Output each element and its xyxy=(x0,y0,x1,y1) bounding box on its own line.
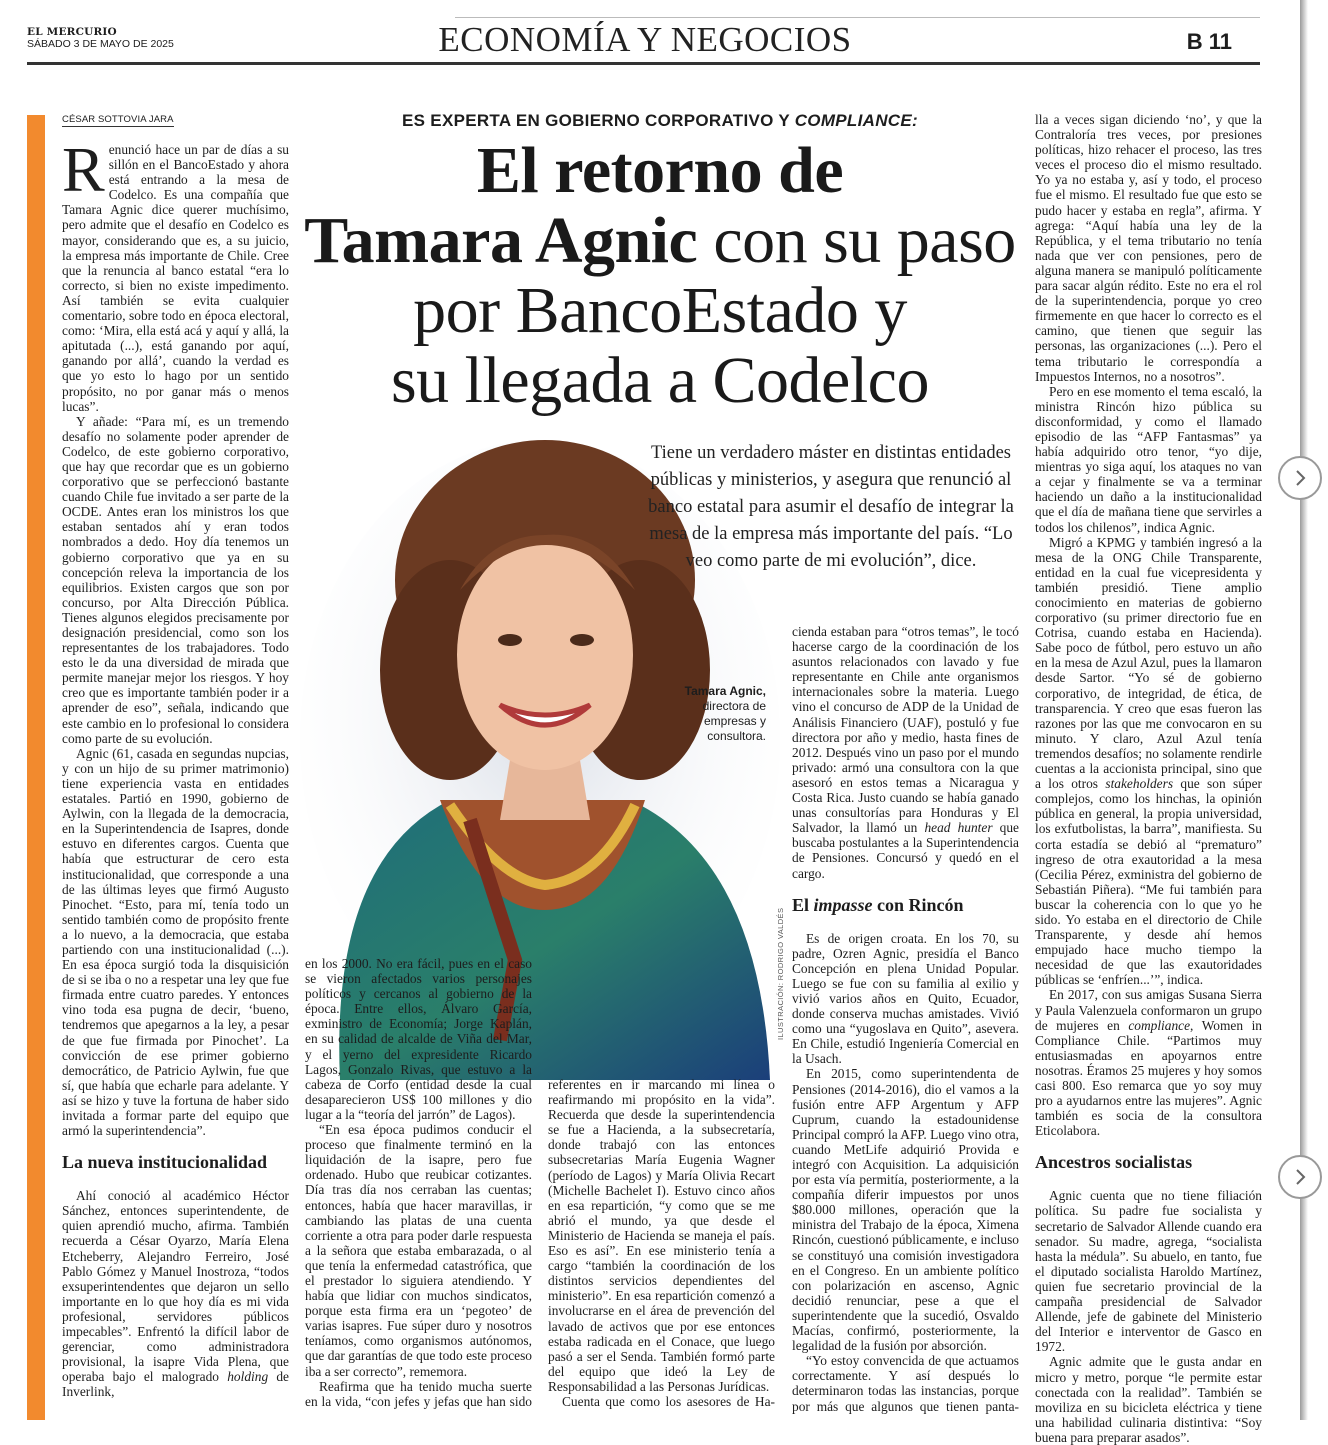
section-title: ECONOMÍA Y NEGOCIOS xyxy=(438,20,852,59)
column-5 xyxy=(1035,112,1262,1445)
italic-text: impasse xyxy=(813,894,873,915)
text: Reafirma que ha tenido mucha suerte en la vida, “con jefes y jefas que han sido xyxy=(305,1378,532,1409)
italic-text: stakeholders xyxy=(1105,776,1174,792)
paragraph xyxy=(548,1077,775,1394)
photo-caption xyxy=(655,684,766,744)
text: En 2015, como superintendenta de Pensiones (2014-2016), dio el vamos a la fusión entre AFP Argentum y AFP Cuprum, cuando la estadounidense Principal compró la AFP. Luego vino otra, cuando MetLife adquirió Provida e integró con Acquisition. La adquisición por esta vía permitía, posteriormente, a la compañía diferir impuestos por unos $80.000 millones, operación que la ministra del Trabajo de la época, Ximena Rincón, cuestionó públicamente, e incluso se constituyó una comisión investigadora en el Congreso. En un ambiente político con polarización en ascenso, Agnic decidió renunciar, pese a que el superintendente que la sucedió, Osvaldo Macías, confirmó, posteriormente, la legalidad de la fusión por absorción. xyxy=(792,1066,1019,1354)
kicker-text: ES EXPERTA EN GOBIERNO CORPORATIVO Y xyxy=(402,111,795,130)
deck: Tiene un verdadero máster en distintas entidades públicas y ministerios, y asegura que renunció al banco estatal para asumir el desafío de integrar la mesa de la empresa más importante del país. “Lo veo como parte de mi evolución”, dice. xyxy=(648,443,1014,571)
column-2 xyxy=(305,956,532,1412)
paragraph xyxy=(62,134,289,414)
column-1 xyxy=(62,134,289,1412)
text: lla a veces sigan diciendo ‘no’, y que la Contraloría tres veces, por presiones políticas, hizo rehacer el proceso, las tres veces el proceso dio el mismo resultado. Yo ya no estaba y, así y todo, el proceso fue el mismo. El resultado fue que esto se pudo hacer y estaba en regla”, afirma. Y agrega: “Aquí había una ley de la República, y el tema tributario no tenía nada que ver con pensiones, pero de alguna manera se manipuló políticamente para sacar algún rédito. Este no era el rol de la superintendencia, porque yo creo firmemente en que hacer lo correcto es el camino, que tienen que seguir las personas, las organizaciones (...). Pero el tema tributario le correspondía a Impuestos Internos, no a nosotros”. xyxy=(1035,112,1262,384)
page-number: B 11 xyxy=(1186,29,1232,54)
page-edge-shadow xyxy=(1300,0,1308,1420)
text: Ancestros socialistas xyxy=(1035,1152,1193,1173)
paragraph xyxy=(792,1066,1019,1353)
byline: CÉSAR SOTTOVIA JARA xyxy=(62,114,174,125)
text: “En esa época pudimos conducir el proceso que finalmente terminó en la liquidación de la isapre, pero fue ordenado. Hubo que reubicar cotizantes. Día tras día nos cerraban las cuentas; entonces, había que hacer maravillas, ir cambiando las platas de una cuenta corriente a otra para poder darle respuesta a la señora que estaba embarazada, o al que tenía la enfermedad catastrófica, que el prestador lo siguiera atendiendo. Y había que lidiar con muchos sindicatos, porque esta firma era un ‘pegoteo’ de varias isapres. Fue súper duro y nosotros teníamos, como organismos autónomos, que dar garantías de que todo este proceso iba a ser correcto”, rememora. xyxy=(305,1122,532,1379)
text: El xyxy=(792,894,814,915)
paragraph xyxy=(62,414,289,746)
text: Y añade: “Para mí, es un tremendo desafío no solamente poder aprender de Codelco, de este gobierno corporativo, que hay que recordar que es un gobierno corporativo que se perfeccionó bastante cuando Chile fue invitado a ser parte de la OCDE. Antes eran los ministros los que estaban sentados ahí y eran todos nombrados a dedo. Hoy día tenemos un gobierno corporativo que ya en su concepción releva la importancia de los equilibrios. Existen cargos que son por concurso, por Alta Dirección Pública. Tienes algunos elegidos precisamente por designación presidencial, como son los representantes de los trabajadores. Todo esto le da una diversidad de mirada que permite manejar mejor los riesgos. Y hoy creo que es importante también poder ir a aprender de eso”, señala, indicando que este cambio en lo profesional lo considera como parte de su evolución. xyxy=(62,413,289,746)
kicker xyxy=(330,111,990,131)
text: Migró a KPMG y también ingresó a la mesa de la ONG Chile Transparente, entidad en la cual fue vicepresidenta y también presidió. Tiene amplio conocimiento en materias de gobierno corporativo (su primer directorio fue en Cotrisa, cuando estaba en Hacienda). Sabe poco de fútbol, pero estuvo un año en la mesa de Azul Azul, pues la llamaron desde Sartor. “Yo sé de gobierno corporativo, de integridad, de ética, de transparencia. Y creo que esas fueron las razones por las que me convocaron en su minuto. Y claro, Azul Azul tenía tremendos desafíos; no solamente rendirle cuentas a la accionista principal, sino que a los otros xyxy=(1035,534,1262,792)
illustration-credit: ILUSTRACIÓN: RODRIGO VALDÉS xyxy=(776,907,785,1040)
paragraph xyxy=(1035,1354,1262,1445)
edition-date: SÁBADO 3 DE MAYO DE 2025 xyxy=(27,38,174,50)
text: , Women in Compliance Chile. “Partimos muy entusiasmadas en apoyarnos entre nosotras. Éramos 25 mujeres y hoy somos casi 800. Eso remarca que yo soy muy pro a ayudarnos entre las mujeres”. Agnic también es socia de la consultora Eticolabora. xyxy=(1035,1017,1262,1139)
accent-bar xyxy=(27,115,45,1420)
paragraph xyxy=(62,1188,289,1399)
text: en los 2000. No era fácil, pues en el caso se vieron afectados varios personajes políticos y cercanos al gobierno de la época. Entre ellos, Álvaro García, exministro de Economía; Jorge Kaplán, en su calidad de alcalde de Viña del Mar, y el yerno del expresidente Ricardo Lagos, Gonzalo Rivas, que estuvo a la cabeza de Corfo (entidad desde la cual desaparecieron US$ 100 millones y dio lugar a la “teoría del jarrón” de Lagos). xyxy=(305,956,532,1122)
paragraph xyxy=(1035,987,1262,1138)
caption-role: directora de empresas y consultora. xyxy=(702,699,766,743)
headline xyxy=(290,136,1030,416)
italic-text: holding xyxy=(227,1369,269,1385)
next-page-button[interactable] xyxy=(1278,456,1322,500)
text: con Rincón xyxy=(872,894,964,915)
paragraph xyxy=(305,956,532,1122)
drop-cap: R xyxy=(62,134,105,205)
text: de Inverlink, xyxy=(62,1369,289,1400)
text: Agnic (61, casada en segundas nupcias, y con un hijo de su primer matrimonio) tiene experiencia vasta en entidades estatales. Partió en 1990, gobierno de Aylwin, con la llegada de la democracia, en la Superintendencia de Isapres, donde estuvo en diferentes cargos. Cuenta que había que estructurar de cero esta institucionalidad, que corresponde a una de las últimas leyes que firmó Augusto Pinochet. “Esto, para mí, tenía todo un sentido también como de propósito frente a lo nuevo, a la democracia, que estaba partiendo con una institucionalidad (...). En esa época surgió toda la disquisición de si se iba o no a respetar una ley que fue firmada entre cuatro paredes. Y entonces vino toda esa pugna de decir, ‘bueno, tendremos que apegarnos a la ley, a pesar de que fue firmada por Pinochet’. La convicción de ese primer gobierno democrático, de Patricio Aylwin, fue que sí, que había que echarle para adelante. Y así se hizo y tuve la fortuna de haber sido invitada a formar parte del equipo que armó la superintendencia”. xyxy=(62,745,289,1139)
paragraph xyxy=(792,1353,1019,1413)
text: Cuenta que como los asesores de Ha- xyxy=(562,1393,775,1409)
text: enunció hace un par de días a su sillón en el BancoEstado y ahora está entrando a la mesa de Codelco. Es una compañía que Tamara Agnic dice querer muchísimo, pero admite que el desafío en Codelco es mayor, considerando que es, a su juicio, la empresa más importante de Chile. Cree que la renuncia al banco estatal “era lo correcto, si bien no existe impedimento. Así también se evita cualquier comentario, sobre todo en época electoral, como: ‘Mira, ella está acá y aquí y allá, la apitutada (...), está ganando por aquí, ganando por allá’, cuando la verdad es que yo esto lo hago por un sentido propósito, no por ganar más o menos lucas”. xyxy=(62,142,289,414)
next-page-button-lower[interactable] xyxy=(1278,1155,1322,1199)
paragraph xyxy=(62,746,289,1138)
subheading xyxy=(62,1152,289,1172)
headline-line-2: con su paso xyxy=(697,204,1016,277)
subheading xyxy=(1035,1152,1262,1172)
paragraph xyxy=(305,1122,532,1379)
kicker-italic: COMPLIANCE: xyxy=(794,111,918,130)
chevron-right-icon xyxy=(1290,1167,1310,1187)
caption-name: Tamara Agnic, xyxy=(684,684,766,698)
column-4 xyxy=(792,624,1019,1412)
newspaper-name: EL MERCURIO xyxy=(27,26,117,38)
italic-text: compliance xyxy=(1128,1017,1191,1033)
paragraph xyxy=(792,624,1019,881)
text: Agnic cuenta que no tiene filiación política. Su padre fue socialista y secretario de Salvador Allende cuando era senador. Su madre, agrega, “socialista hasta la médula”. Su abuelo, en tanto, fue el diputado socialista Haroldo Martínez, quien fue secretario provincial de la campaña presidencial de Salvador Allende, jefe de gabinete del Ministerio del Interior e interventor de Gasco en 1972. xyxy=(1035,1188,1262,1355)
text: que son súper complejos, como los hinchas, la opinión pública en general, la propia universidad, los exfutbolistas, la barra”, manifiesta. Su corta estadía se debió al “prematuro” ingreso de otra exautoridad a la mesa (Cecilia Pérez, exministra del gobierno de Sebastián Piñera). “Me fui también para buscar la coherencia con lo que yo he sido. Yo estaba en el directorio de Chile Transparente, y desde ahí hemos empujado hace mucho tiempo la necesidad de que las exautoridades públicas se ‘enfríen...’”, indica. xyxy=(1035,776,1262,988)
text: referentes en ir marcando mi línea o reafirmando mi propósito en la vida”. Recuerda que desde la superintendencia se fue a Hacienda, a la subsecretaría, donde trabajó con las entonces subsecretarias María Eugenia Wagner (período de Lagos) y María Olivia Recart (Michelle Bachelet I). Estuvo cinco años en esa repartición, “y como que se me abrió el mundo, ya que desde el Ministerio de Hacienda se maneja el país. Eso es así”. En ese ministerio tenía a cargo “también la coordinación de los distintos servicios dependientes del ministerio”. En esa repartición comenzó a involucrarse en el área de prevención del lavado de activos que por ese entonces estaba radicada en el Conace, que luego pasó a ser el Senda. También formó parte del equipo que ideó la Ley de Responsabilidad a las Personas Jurídicas. xyxy=(548,1077,775,1394)
headline-line-4: su llegada a Codelco xyxy=(391,344,929,417)
text: Es de origen croata. En los 70, su padre, Ozren Agnic, presidía el Banco Concepción en plena Unidad Popular. Luego se fue con su familia al exilio y vivió varios años en Quito, Ecuador, donde conserva muchas amistades. Vivió como una “yugoslava en Quito”, asevera. En Chile, estudió Ingeniería Comercial en la Usach. xyxy=(792,930,1019,1067)
text: “Yo estoy convencida de que actuamos correctamente. Y así después lo determinaron todas las instancias, porque por más que algunos que tienen panta- xyxy=(792,1353,1019,1414)
headline-line-1: El retorno de xyxy=(476,134,844,207)
headline-line-2-bold: Tamara Agnic xyxy=(304,204,698,277)
text: que buscaba postulantes a la Superintendencia de Pensiones. Concursó y quedó en el cargo. xyxy=(792,820,1019,881)
paragraph xyxy=(548,1394,775,1409)
headline-line-3: por BancoEstado y xyxy=(413,274,907,347)
text: cienda estaban para “otros temas”, le tocó hacerse cargo de la coordinación de los asuntos relacionados con lavado y fue representante en Chile ante organismos internacionales sobre la materia. Luego vino el concurso de ADP de la Unidad de Análisis Financiero (UAF), postuló y fue directora por año y medio, hasta fines de 2012. Después vino un paso por el mundo privado: armó una consultora con la que asesoró en estos temas a Nicaragua y Costa Rica. Justo cuando se había ganado unas consultorías para Honduras y El Salvador, la llamó un xyxy=(792,624,1019,836)
text: Agnic admite que le gusta andar en micro y metro, porque “le permite estar conectada con la realidad”. También se moviliza en su bicicleta eléctrica y tiene una habilidad culinaria distintiva: “Soy buena para preparar asados”. xyxy=(1035,1354,1262,1445)
paragraph xyxy=(1035,535,1262,988)
column-3 xyxy=(548,1077,775,1412)
masthead-top-rule xyxy=(455,17,1260,18)
text: Pero en ese momento el tema escaló, la ministra Rincón hizo pública su disconformidad, y como el llamado episodio de las “AFP Fantasmas” ya había adquirido otro tenor, “yo dije, mientras yo siga aquí, los ataques no van a cejar y finalmente se va a terminar haciendo un daño a la institucionalidad que el día de mañana tiene que servirles a todos los chilenos”, indica Agnic. xyxy=(1035,383,1262,535)
chevron-right-icon xyxy=(1290,468,1310,488)
italic-text: head hunter xyxy=(924,820,993,836)
text: Ahí conoció al académico Héctor Sánchez, entonces superintendente, de quien aprendió mucho, afirma. También recuerda a César Oyarzo, María Elena Etcheberry, Alejandro Ferreiro, José Pablo Gómez y Manuel Inostroza, “todos exsuperintendentes que dejaron un sello importante en lo que hoy día es mi vida profesional, servidores públicos impecables”. Enfrentó la difícil labor de gerenciar, como administradora provisional, la isapre Vida Plena, que operaba bajo el malogrado xyxy=(62,1188,289,1385)
text: En 2017, con sus amigas Susana Sierra y Paula Valenzuela conformaron un grupo de mujeres en xyxy=(1035,987,1262,1033)
paragraph xyxy=(305,1379,532,1409)
masthead-rule xyxy=(27,62,1260,65)
paragraph xyxy=(1035,384,1262,535)
subheading xyxy=(792,895,1019,915)
paragraph xyxy=(1035,1188,1262,1354)
paragraph xyxy=(792,931,1019,1067)
text: La nueva institucionalidad xyxy=(62,1152,268,1173)
paragraph xyxy=(1035,112,1262,384)
